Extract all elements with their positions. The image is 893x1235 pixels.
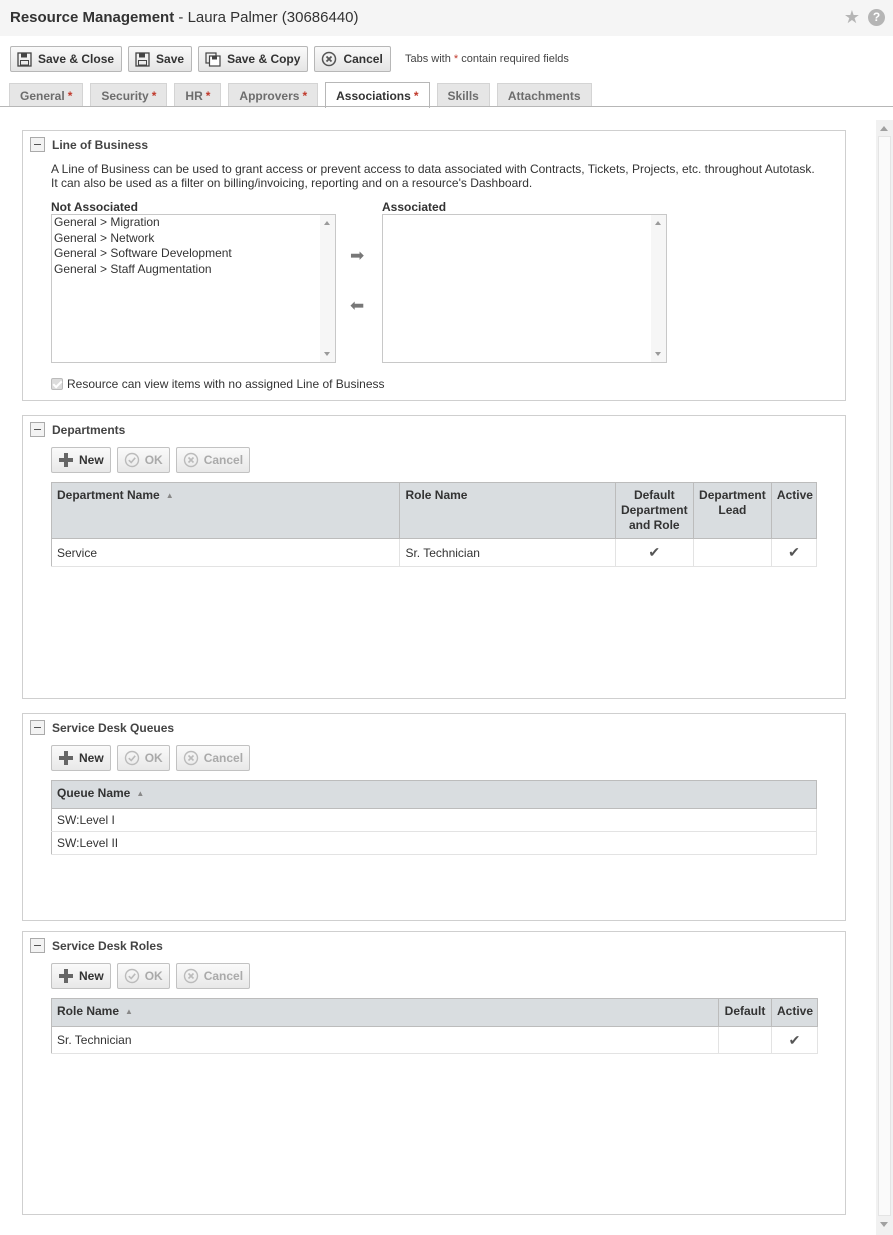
tab-general[interactable] — [9, 83, 83, 107]
cancel-edit-button[interactable] — [176, 963, 250, 989]
save-copy-label: Save & Copy — [227, 52, 301, 66]
note-text-end: contain required fields — [458, 53, 569, 65]
listbox-scrollbar[interactable] — [320, 215, 335, 362]
new-role-button[interactable] — [51, 963, 111, 989]
tab-hr[interactable] — [174, 83, 221, 107]
button-label: New — [79, 453, 104, 467]
main-toolbar — [10, 46, 391, 72]
plus-icon — [58, 750, 74, 766]
not-associated-listbox[interactable] — [51, 214, 336, 363]
save-close-label: Save & Close — [38, 52, 115, 66]
service-desk-roles-section — [22, 931, 846, 1215]
departments-toolbar — [51, 447, 250, 473]
queue-cell: SW:Level II — [52, 832, 817, 855]
button-label: New — [79, 969, 104, 983]
lob-description — [51, 162, 815, 190]
tab-security[interactable] — [90, 83, 167, 107]
active-cell — [772, 1027, 818, 1054]
column-header-default[interactable]: Default Department and Role — [615, 483, 693, 539]
required-asterisk: * — [453, 53, 459, 65]
save-close-button[interactable] — [10, 46, 122, 72]
column-header-department[interactable] — [52, 483, 400, 539]
column-header-default[interactable]: Default — [719, 999, 772, 1027]
table-row[interactable] — [52, 809, 817, 832]
tab-label: Security — [101, 88, 149, 103]
ok-button[interactable] — [117, 745, 170, 771]
service-desk-queues-section — [22, 713, 846, 921]
scroll-down-icon[interactable] — [324, 352, 330, 356]
section-title: Service Desk Roles — [52, 938, 163, 953]
description-line: It can also be used as a filter on billing/invoicing, reporting and on a resource's Dashboard. — [51, 176, 533, 190]
departments-table — [51, 482, 817, 567]
button-label: New — [79, 751, 104, 765]
tab-label: Approvers — [239, 88, 300, 103]
cancel-button[interactable] — [314, 46, 390, 72]
required-asterisk: * — [302, 88, 308, 103]
plus-icon — [58, 968, 74, 984]
save-label: Save — [156, 52, 185, 66]
active-cell — [771, 539, 816, 567]
list-item[interactable]: General > Software Development — [54, 246, 232, 260]
scroll-down-icon[interactable] — [880, 1222, 888, 1227]
button-label: Cancel — [203, 453, 244, 467]
column-header-lead[interactable]: Department Lead — [693, 483, 771, 539]
help-icon[interactable]: ? — [868, 9, 885, 26]
section-title: Departments — [52, 422, 126, 437]
column-header-active[interactable]: Active — [771, 483, 816, 539]
tab-label: Attachments — [507, 88, 581, 103]
plus-icon — [58, 452, 74, 468]
floppy-disk-icon — [135, 52, 150, 67]
checkmark-icon: ✔ — [788, 544, 800, 560]
section-title: Line of Business — [52, 137, 149, 152]
list-item[interactable]: General > Staff Augmentation — [54, 261, 212, 276]
header-label: Role Name — [57, 1004, 120, 1018]
copy-disk-icon — [205, 52, 221, 67]
title-separator: - — [174, 9, 188, 26]
tab-bar — [9, 81, 592, 107]
checkbox-label: Resource can view items with no assigned Line of Business — [67, 377, 385, 391]
tab-associations[interactable] — [325, 82, 429, 108]
ok-button[interactable] — [117, 963, 170, 989]
checkmark-icon: ✔ — [788, 1031, 801, 1048]
save-button[interactable] — [128, 46, 192, 72]
header-label: Queue Name — [57, 786, 131, 800]
collapse-icon[interactable] — [30, 422, 45, 437]
ok-button[interactable] — [117, 447, 170, 473]
tab-label: Associations — [336, 88, 411, 103]
button-label: Cancel — [203, 969, 244, 983]
no-lob-checkbox-row — [51, 377, 385, 391]
roles-table — [51, 998, 818, 1054]
cancel-circle-icon — [321, 51, 337, 67]
button-label: OK — [144, 453, 163, 467]
list-item[interactable]: General > Migration — [54, 215, 160, 229]
department-cell: Service — [52, 539, 400, 567]
save-copy-button[interactable] — [198, 46, 308, 72]
check-circle-icon — [124, 750, 140, 766]
table-row[interactable] — [52, 832, 817, 855]
button-label: OK — [144, 751, 163, 765]
associated-listbox[interactable] — [382, 214, 667, 363]
cancel-circle-icon — [183, 452, 199, 468]
required-asterisk: * — [413, 88, 419, 103]
new-department-button[interactable] — [51, 447, 111, 473]
new-queue-button[interactable] — [51, 745, 111, 771]
tab-label: HR — [185, 88, 203, 103]
arrow-right-icon[interactable]: ➡ — [350, 246, 365, 265]
collapse-icon[interactable] — [30, 137, 45, 152]
button-label: Cancel — [203, 751, 244, 765]
floppy-disk-icon — [17, 52, 32, 67]
button-label: OK — [144, 969, 163, 983]
scroll-down-icon[interactable] — [655, 352, 661, 356]
cancel-circle-icon — [183, 750, 199, 766]
lead-cell — [693, 539, 771, 567]
default-cell — [615, 539, 693, 567]
note-text: Tabs with — [405, 53, 454, 65]
column-header-active[interactable]: Active — [772, 999, 818, 1027]
required-asterisk: * — [151, 88, 157, 103]
check-circle-icon — [124, 452, 140, 468]
record-name: Laura Palmer (30686440) — [187, 9, 359, 26]
listbox-scrollbar[interactable] — [651, 215, 666, 362]
sort-ascending-icon: ▲ — [125, 1007, 133, 1016]
column-header-queue[interactable] — [52, 781, 817, 809]
cancel-circle-icon — [183, 968, 199, 984]
required-asterisk: * — [205, 88, 211, 103]
tab-skills[interactable] — [437, 83, 490, 107]
sort-ascending-icon: ▲ — [136, 789, 145, 798]
list-item[interactable]: General > Network — [54, 230, 155, 245]
collapse-icon[interactable] — [30, 720, 45, 735]
arrow-left-icon[interactable]: ⬅ — [350, 296, 365, 315]
app-name: Resource Management — [10, 9, 175, 26]
cancel-edit-button[interactable] — [176, 745, 250, 771]
section-title: Service Desk Queues — [52, 720, 175, 735]
queue-cell: SW:Level I — [52, 809, 817, 832]
check-circle-icon — [124, 968, 140, 984]
column-header-role[interactable]: Role Name — [400, 483, 615, 539]
tab-label: General — [20, 88, 65, 103]
no-lob-checkbox[interactable] — [51, 378, 63, 390]
departments-section — [22, 415, 846, 699]
title-bar — [0, 0, 893, 36]
role-cell: Sr. Technician — [400, 539, 615, 567]
table-row[interactable] — [52, 1027, 818, 1054]
required-fields-note — [405, 53, 569, 65]
tab-approvers[interactable] — [228, 83, 318, 107]
roles-toolbar — [51, 963, 250, 989]
checkmark-icon: ✔ — [648, 544, 661, 560]
sort-ascending-icon: ▲ — [165, 491, 174, 500]
table-row[interactable] — [52, 539, 817, 567]
page-scrollbar[interactable] — [876, 120, 893, 1235]
scrollbar-thumb[interactable] — [878, 136, 891, 1216]
associated-label: Associated — [382, 200, 447, 214]
tab-label: Skills — [447, 88, 479, 103]
description-line: A Line of Business can be used to grant access or prevent access to data associated with Contracts, Tickets, Projects, etc. throughout Autotask. — [51, 162, 815, 176]
tab-divider — [0, 106, 893, 107]
page-title — [10, 9, 359, 26]
collapse-icon[interactable] — [30, 938, 45, 953]
line-of-business-section — [22, 130, 846, 401]
scroll-up-icon[interactable] — [880, 126, 888, 131]
default-cell — [719, 1027, 772, 1054]
scroll-up-icon[interactable] — [655, 221, 661, 225]
cancel-edit-button[interactable] — [176, 447, 250, 473]
queues-table — [51, 780, 817, 855]
queues-toolbar — [51, 745, 250, 771]
star-icon[interactable]: ★ — [843, 7, 860, 27]
cancel-label: Cancel — [343, 52, 383, 66]
required-asterisk: * — [67, 88, 73, 103]
tab-attachments[interactable] — [497, 83, 592, 107]
not-associated-label: Not Associated — [51, 200, 138, 214]
header-label: Department Name — [57, 488, 160, 502]
column-header-role[interactable] — [52, 999, 719, 1027]
scroll-up-icon[interactable] — [324, 221, 330, 225]
role-cell: Sr. Technician — [52, 1027, 719, 1054]
